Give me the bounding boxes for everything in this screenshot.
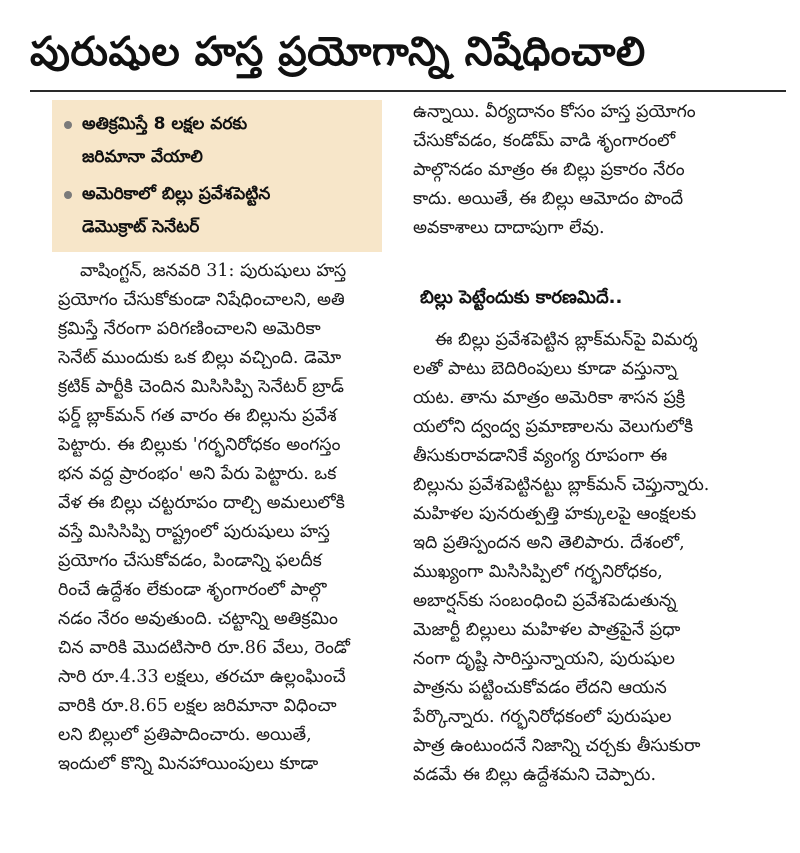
body-line: కాదు. అయితే, ఈ బిల్లు ఆమోదం పొందే bbox=[413, 189, 684, 209]
right-column-bottom bbox=[413, 326, 785, 790]
body-line: పేర్కొన్నారు. గర్భనిరోధకంలో పురుషుల bbox=[413, 707, 672, 727]
body-line: లని బిల్లులో ప్రతిపాదించారు. అయితే, bbox=[58, 725, 312, 745]
body-line: ఫర్డ్ బ్లాక్‌మన్ గత వారం ఈ బిల్లును ప్రవేశ bbox=[58, 406, 337, 426]
bullet-icon bbox=[64, 191, 72, 199]
headline-rule bbox=[30, 90, 786, 92]
body-line: పెట్టారు. ఈ బిల్లుకు 'గర్భనిరోధకం అంగస్తం bbox=[58, 435, 341, 455]
body-line: యలోని ద్వంద్వ ప్రమాణాలను వెలుగులోకి bbox=[413, 417, 694, 437]
highlight-item bbox=[62, 108, 372, 174]
body-line: అవకాశాలు దాదాపుగా లేవు. bbox=[413, 218, 605, 238]
body-line: భన వద్ద ప్రారంభం' అని పేరు పెట్టారు. ఒక bbox=[58, 464, 337, 484]
body-line: వారికి రూ.8.65 లక్షల జరిమానా విధించా bbox=[58, 696, 337, 716]
body-line: వడమే ఈ బిల్లు ఉద్దేశమని చెప్పారు. bbox=[413, 765, 657, 785]
body-line: ప్రయోగం చేసుకోకుండా నిషేధించాలని, అతి bbox=[58, 290, 345, 310]
highlight-text: అతిక్రమిస్తే 8 లక్షల వరకు జరిమానా వేయాలి bbox=[82, 114, 248, 167]
left-column bbox=[58, 257, 388, 779]
body-line: లతో పాటు బెదిరింపులు కూడా వస్తున్నా bbox=[413, 359, 678, 379]
body-line: ఉన్నాయి. వీర్యదానం కోసం హస్త ప్రయోగం bbox=[413, 102, 696, 122]
body-line: క్రమిస్తే నేరంగా పరిగణించాలని అమెరికా bbox=[58, 319, 321, 339]
article-headline: పురుషుల హస్త ప్రయోగాన్ని నిషేధించాలి bbox=[30, 29, 646, 75]
body-line: ఈ బిల్లు ప్రవేశపెట్టిన బ్లాక్‌మన్‌పై విమర్శ bbox=[435, 330, 698, 350]
highlight-item bbox=[62, 178, 372, 244]
body-line: సెనేట్ ముందుకు ఒక బిల్లు వచ్చింది. డెమో bbox=[58, 348, 342, 368]
body-line: తీసుకురావడానికే వ్యంగ్య రూపంగా ఈ bbox=[413, 446, 668, 466]
body-line: పాత్ర ఉంటుందనే నిజాన్ని చర్చకు తీసుకురా bbox=[413, 736, 701, 756]
body-line: పాత్రను పట్టించుకోవడం లేదని ఆయన bbox=[413, 678, 667, 698]
body-line: ముఖ్యంగా మిసిసిప్పిలో గర్భనిరోధకం, bbox=[413, 562, 663, 582]
body-line: వేళ ఈ బిల్లు చట్టరూపం దాల్చి అమలులోకి bbox=[58, 493, 345, 513]
highlight-text: అమెరికాలో బిల్లు ప్రవేశపెట్టిన డెమొక్రాట్ సెనేటర్ bbox=[82, 184, 271, 237]
body-line: సారి రూ.4.33 లక్షలు, తరచూ ఉల్లంఘించే bbox=[58, 667, 346, 687]
body-line: రించే ఉద్దేశం లేకుండా శృంగారంలో పాల్గొ bbox=[58, 580, 327, 600]
body-line: చిన వారికి మొదటిసారి రూ.86 వేలు, రెండో bbox=[58, 638, 350, 658]
highlights-box bbox=[52, 100, 382, 252]
bullet-icon bbox=[64, 121, 72, 129]
body-line: చేసుకోవడం, కండోమ్ వాడి శృంగారంలో bbox=[413, 131, 676, 151]
body-line: నడం నేరం అవుతుంది. చట్టాన్ని అతిక్రమిం bbox=[58, 609, 338, 629]
body-line: యట. తాను మాత్రం అమెరికా శాసన ప్రక్రి bbox=[413, 388, 686, 408]
body-line: వస్తే మిసిసిప్పి రాష్ట్రంలో పురుషులు హస్త bbox=[58, 522, 330, 542]
body-line: అబార్షన్‌కు సంబంధించి ప్రవేశపెడుతున్న bbox=[413, 591, 677, 611]
body-line: మహిళల పునరుత్పత్తి హక్కులపై ఆంక్షలకు bbox=[413, 504, 697, 524]
body-line: క్రటిక్ పార్టీకి చెందిన మిసిసిప్పి సెనేటర్ బ్రాడ్ bbox=[58, 377, 344, 397]
body-line: ప్రయోగం చేసుకోవడం, పిండాన్ని ఫలదీక bbox=[58, 551, 322, 571]
right-column-top bbox=[413, 98, 785, 243]
section-subheading: బిల్లు పెట్టేందుకు కారణమిదే.. bbox=[420, 287, 623, 308]
body-line: వాషింగ్టన్, జనవరి 31: పురుషులు హస్త bbox=[80, 261, 347, 281]
body-line: బిల్లును ప్రవేశపెట్టినట్టు బ్లాక్‌మన్ చెప్తున్నారు. bbox=[413, 475, 710, 495]
body-line: ఇది ప్రతిస్పందన అని తెలిపారు. దేశంలో, bbox=[413, 533, 685, 553]
body-line: ఇందులో కొన్ని మినహాయింపులు కూడా bbox=[58, 754, 319, 774]
body-line: మెజార్టీ బిల్లులు మహిళల పాత్రపైనే ప్రధా bbox=[413, 620, 681, 640]
body-line: నంగా దృష్టి సారిస్తున్నాయని, పురుషుల bbox=[413, 649, 675, 669]
body-line: పాల్గొనడం మాత్రం ఈ బిల్లు ప్రకారం నేరం bbox=[413, 160, 685, 180]
